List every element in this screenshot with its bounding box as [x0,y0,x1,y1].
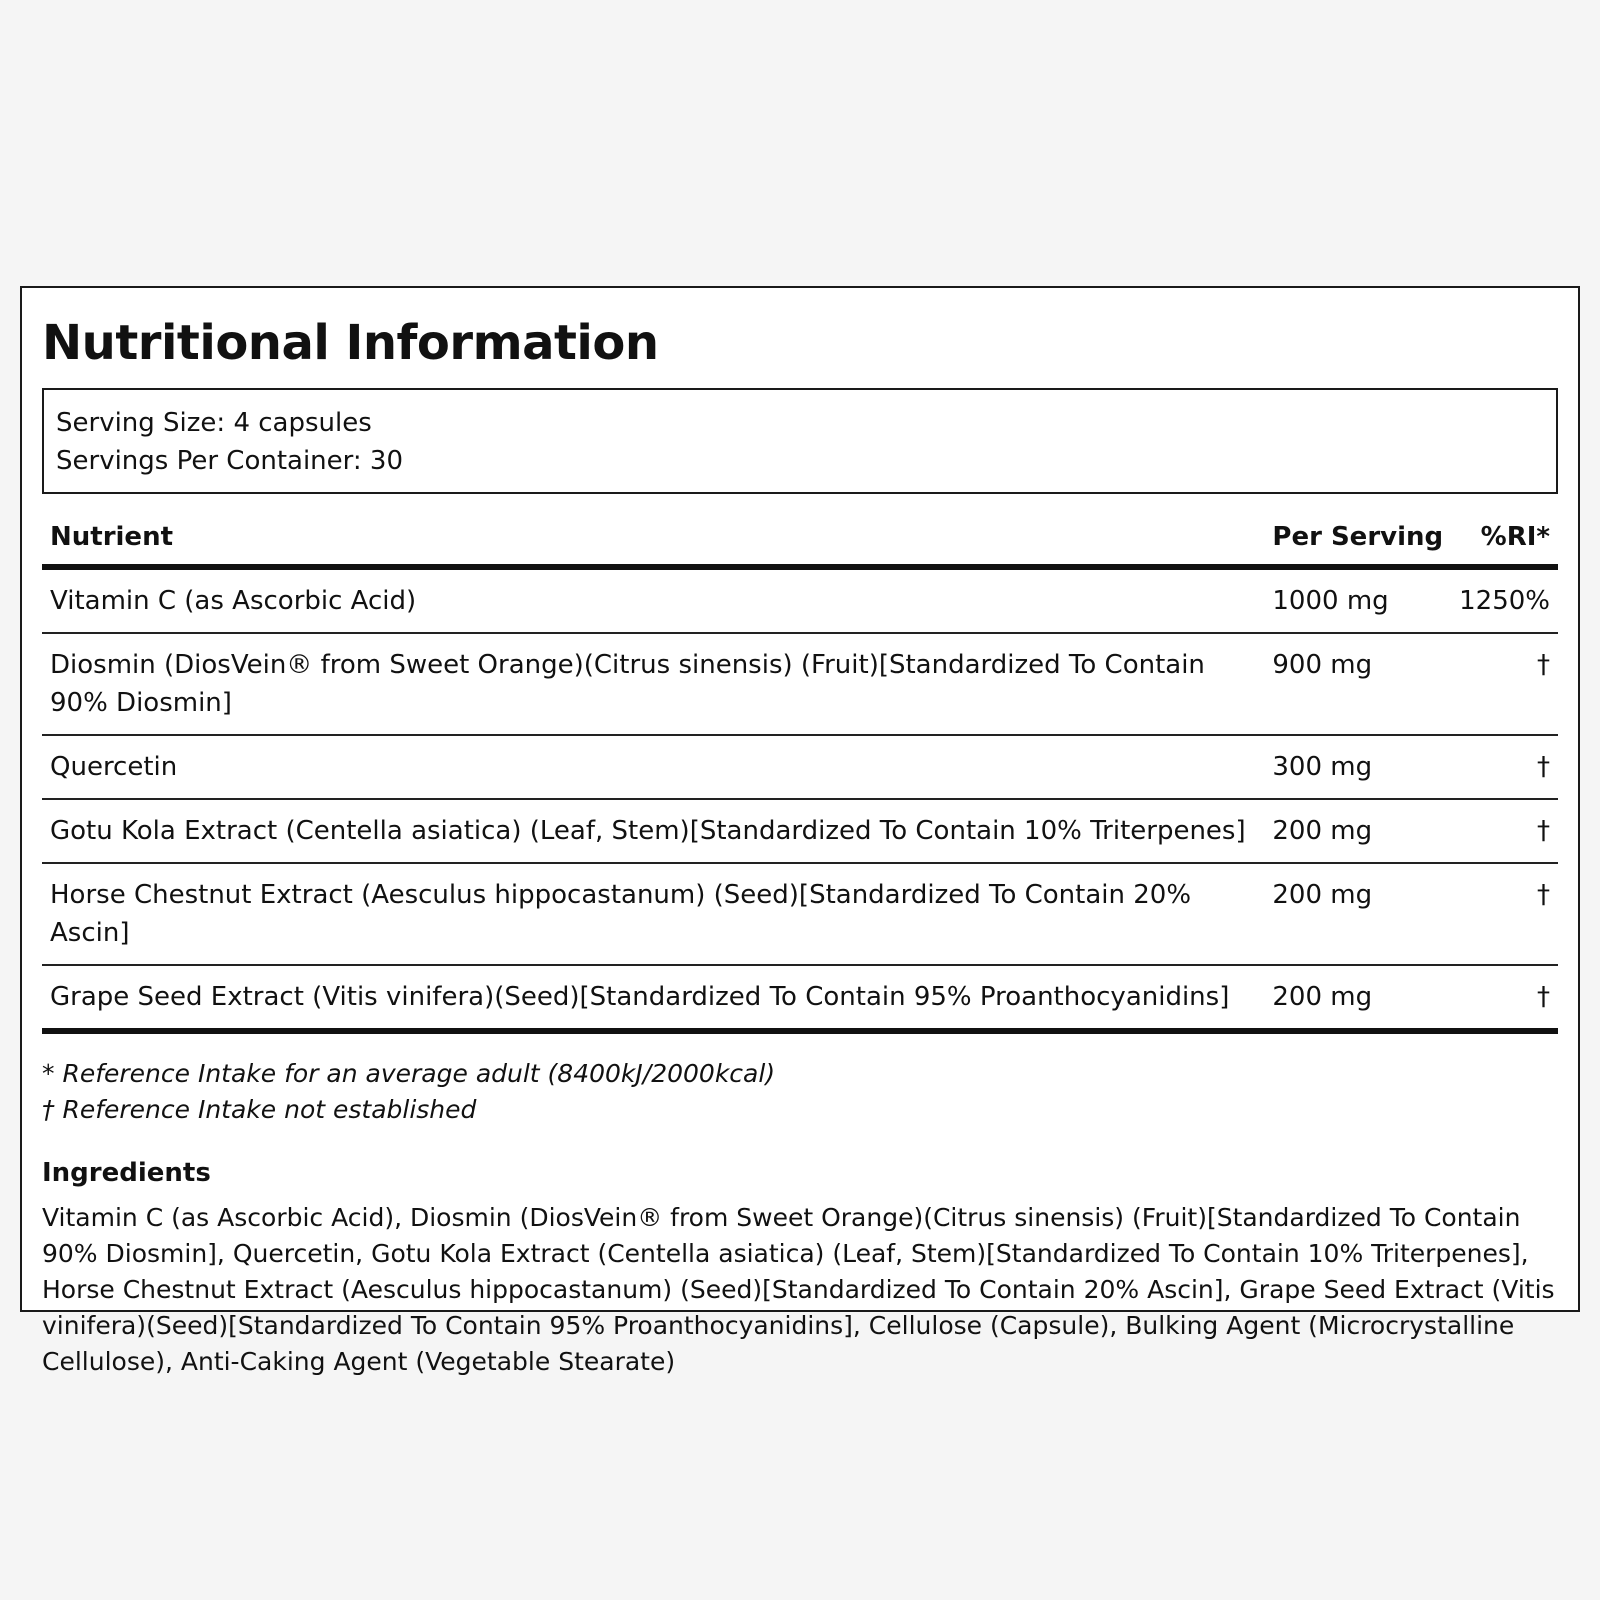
nutrient-ri: † [1451,735,1558,799]
table-row [42,735,1558,799]
table-row [42,633,1558,735]
nutrition-panel [20,286,1580,1376]
header-ri: %RI* [1451,518,1558,567]
page-title: Nutritional Information [42,315,659,371]
table-header-row [42,518,1558,567]
nutrient-ri: † [1451,863,1558,965]
table-row [42,863,1558,965]
nutrient-ri: 1250% [1451,567,1558,633]
nutrient-amount: 900 mg [1264,633,1451,735]
nutrient-amount: 200 mg [1264,965,1451,1031]
table-row [42,965,1558,1031]
ingredients-heading: Ingredients [42,1158,211,1188]
footnotes [42,1056,1558,1128]
nutrient-name: Diosmin (DiosVein® from Sweet Orange)(Citrus sinensis) (Fruit)[Standardized To Contain 90% Diosmin] [42,633,1264,735]
nutrient-name: Quercetin [42,735,1264,799]
nutrient-name: Horse Chestnut Extract (Aesculus hippocastanum) (Seed)[Standardized To Contain 20% Ascin] [42,863,1264,965]
nutrient-table [42,518,1558,1034]
footnote-not-established: † Reference Intake not established [42,1095,477,1124]
nutrient-name: Gotu Kola Extract (Centella asiatica) (Leaf, Stem)[Standardized To Contain 10% Triterpenes] [42,799,1264,863]
nutrient-amount: 200 mg [1264,863,1451,965]
ingredients-text: Vitamin C (as Ascorbic Acid), Diosmin (DiosVein® from Sweet Orange)(Citrus sinensis) (Fruit)[Standardized To Contain 90% Diosmin], Quercetin, Gotu Kola Extract (Centella asiatica) (Leaf, Stem)[Standardized To Contain 10% Triterpenes], Horse Chestnut Extract (Aesculus hippocastanum) (Seed)[Standardized To Contain 20% Ascin], Grape Seed Extract (Vitis vinifera)(Seed)[Standardized To Contain 95% Proanthocyanidins], Cellulose (Capsule), Bulking Agent (Microcrystalline Cellulose), Anti-Caking Agent (Vegetable Stearate) [42,1203,1555,1376]
nutrient-ri: † [1451,965,1558,1031]
nutrient-name: Vitamin C (as Ascorbic Acid) [42,567,1264,633]
serving-info-box [42,388,1558,494]
header-per-serving: Per Serving [1264,518,1451,567]
nutrient-amount: 1000 mg [1264,567,1451,633]
nutrient-name: Grape Seed Extract (Vitis vinifera)(Seed)[Standardized To Contain 95% Proanthocyanidins] [42,965,1264,1031]
table-row [42,567,1558,633]
nutrient-ri: † [1451,633,1558,735]
nutrient-amount: 300 mg [1264,735,1451,799]
serving-size: Serving Size: 4 capsules [56,408,372,438]
nutrient-ri: † [1451,799,1558,863]
nutrient-amount: 200 mg [1264,799,1451,863]
footnote-reference-intake: * Reference Intake for an average adult (8400kJ/2000kcal) [42,1059,776,1088]
table-row [42,799,1558,863]
header-nutrient: Nutrient [42,518,1264,567]
servings-per-container: Servings Per Container: 30 [56,446,404,476]
